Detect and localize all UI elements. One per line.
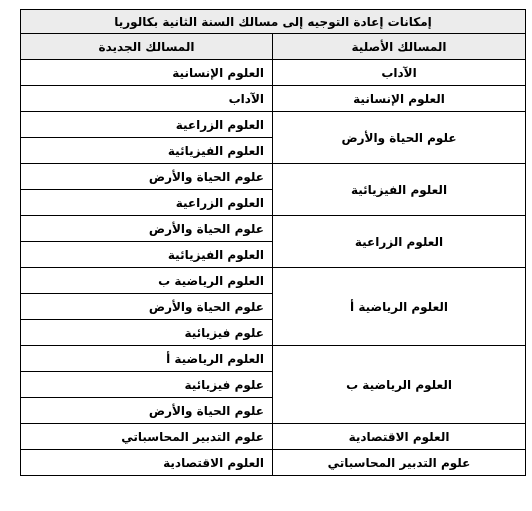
new-track-cell: علوم الحياة والأرض — [21, 216, 273, 242]
original-track-cell: علوم التدبير المحاسباتي — [273, 450, 526, 476]
table-body — [21, 60, 526, 476]
table-title: إمكانات إعادة التوجيه إلى مسالك السنة الثانية بكالوريا — [21, 10, 526, 34]
new-track-cell: علوم التدبير المحاسباتي — [21, 424, 273, 450]
header-new-tracks: المسالك الجديدة — [21, 34, 273, 60]
table-row — [21, 268, 526, 294]
new-track-cell: علوم الحياة والأرض — [21, 294, 273, 320]
table-row — [21, 86, 526, 112]
original-track-cell: العلوم الاقتصادية — [273, 424, 526, 450]
new-track-cell: علوم الحياة والأرض — [21, 398, 273, 424]
new-track-cell: العلوم الفيزيائية — [21, 138, 273, 164]
new-track-cell: العلوم الزراعية — [21, 190, 273, 216]
table-title-row — [21, 10, 526, 34]
table-row — [21, 112, 526, 138]
table-row — [21, 424, 526, 450]
original-track-cell: العلوم الإنسانية — [273, 86, 526, 112]
table-row — [21, 60, 526, 86]
reorientation-table — [20, 9, 526, 476]
original-track-cell: الآداب — [273, 60, 526, 86]
new-track-cell: الآداب — [21, 86, 273, 112]
new-track-cell: العلوم الاقتصادية — [21, 450, 273, 476]
table-row — [21, 346, 526, 372]
new-track-cell: علوم الحياة والأرض — [21, 164, 273, 190]
new-track-cell: العلوم الإنسانية — [21, 60, 273, 86]
original-track-cell: العلوم الرياضية أ — [273, 268, 526, 346]
header-original-tracks: المسالك الأصلية — [273, 34, 526, 60]
table-row — [21, 216, 526, 242]
original-track-cell: علوم الحياة والأرض — [273, 112, 526, 164]
new-track-cell: العلوم الزراعية — [21, 112, 273, 138]
new-track-cell: العلوم الرياضية أ — [21, 346, 273, 372]
new-track-cell: علوم فيزيائية — [21, 320, 273, 346]
new-track-cell: علوم فيزيائية — [21, 372, 273, 398]
table-row — [21, 164, 526, 190]
new-track-cell: العلوم الرياضية ب — [21, 268, 273, 294]
original-track-cell: العلوم الفيزيائية — [273, 164, 526, 216]
new-track-cell: العلوم الفيزيائية — [21, 242, 273, 268]
table-row — [21, 450, 526, 476]
table-header-row — [21, 34, 526, 60]
original-track-cell: العلوم الزراعية — [273, 216, 526, 268]
original-track-cell: العلوم الرياضية ب — [273, 346, 526, 424]
